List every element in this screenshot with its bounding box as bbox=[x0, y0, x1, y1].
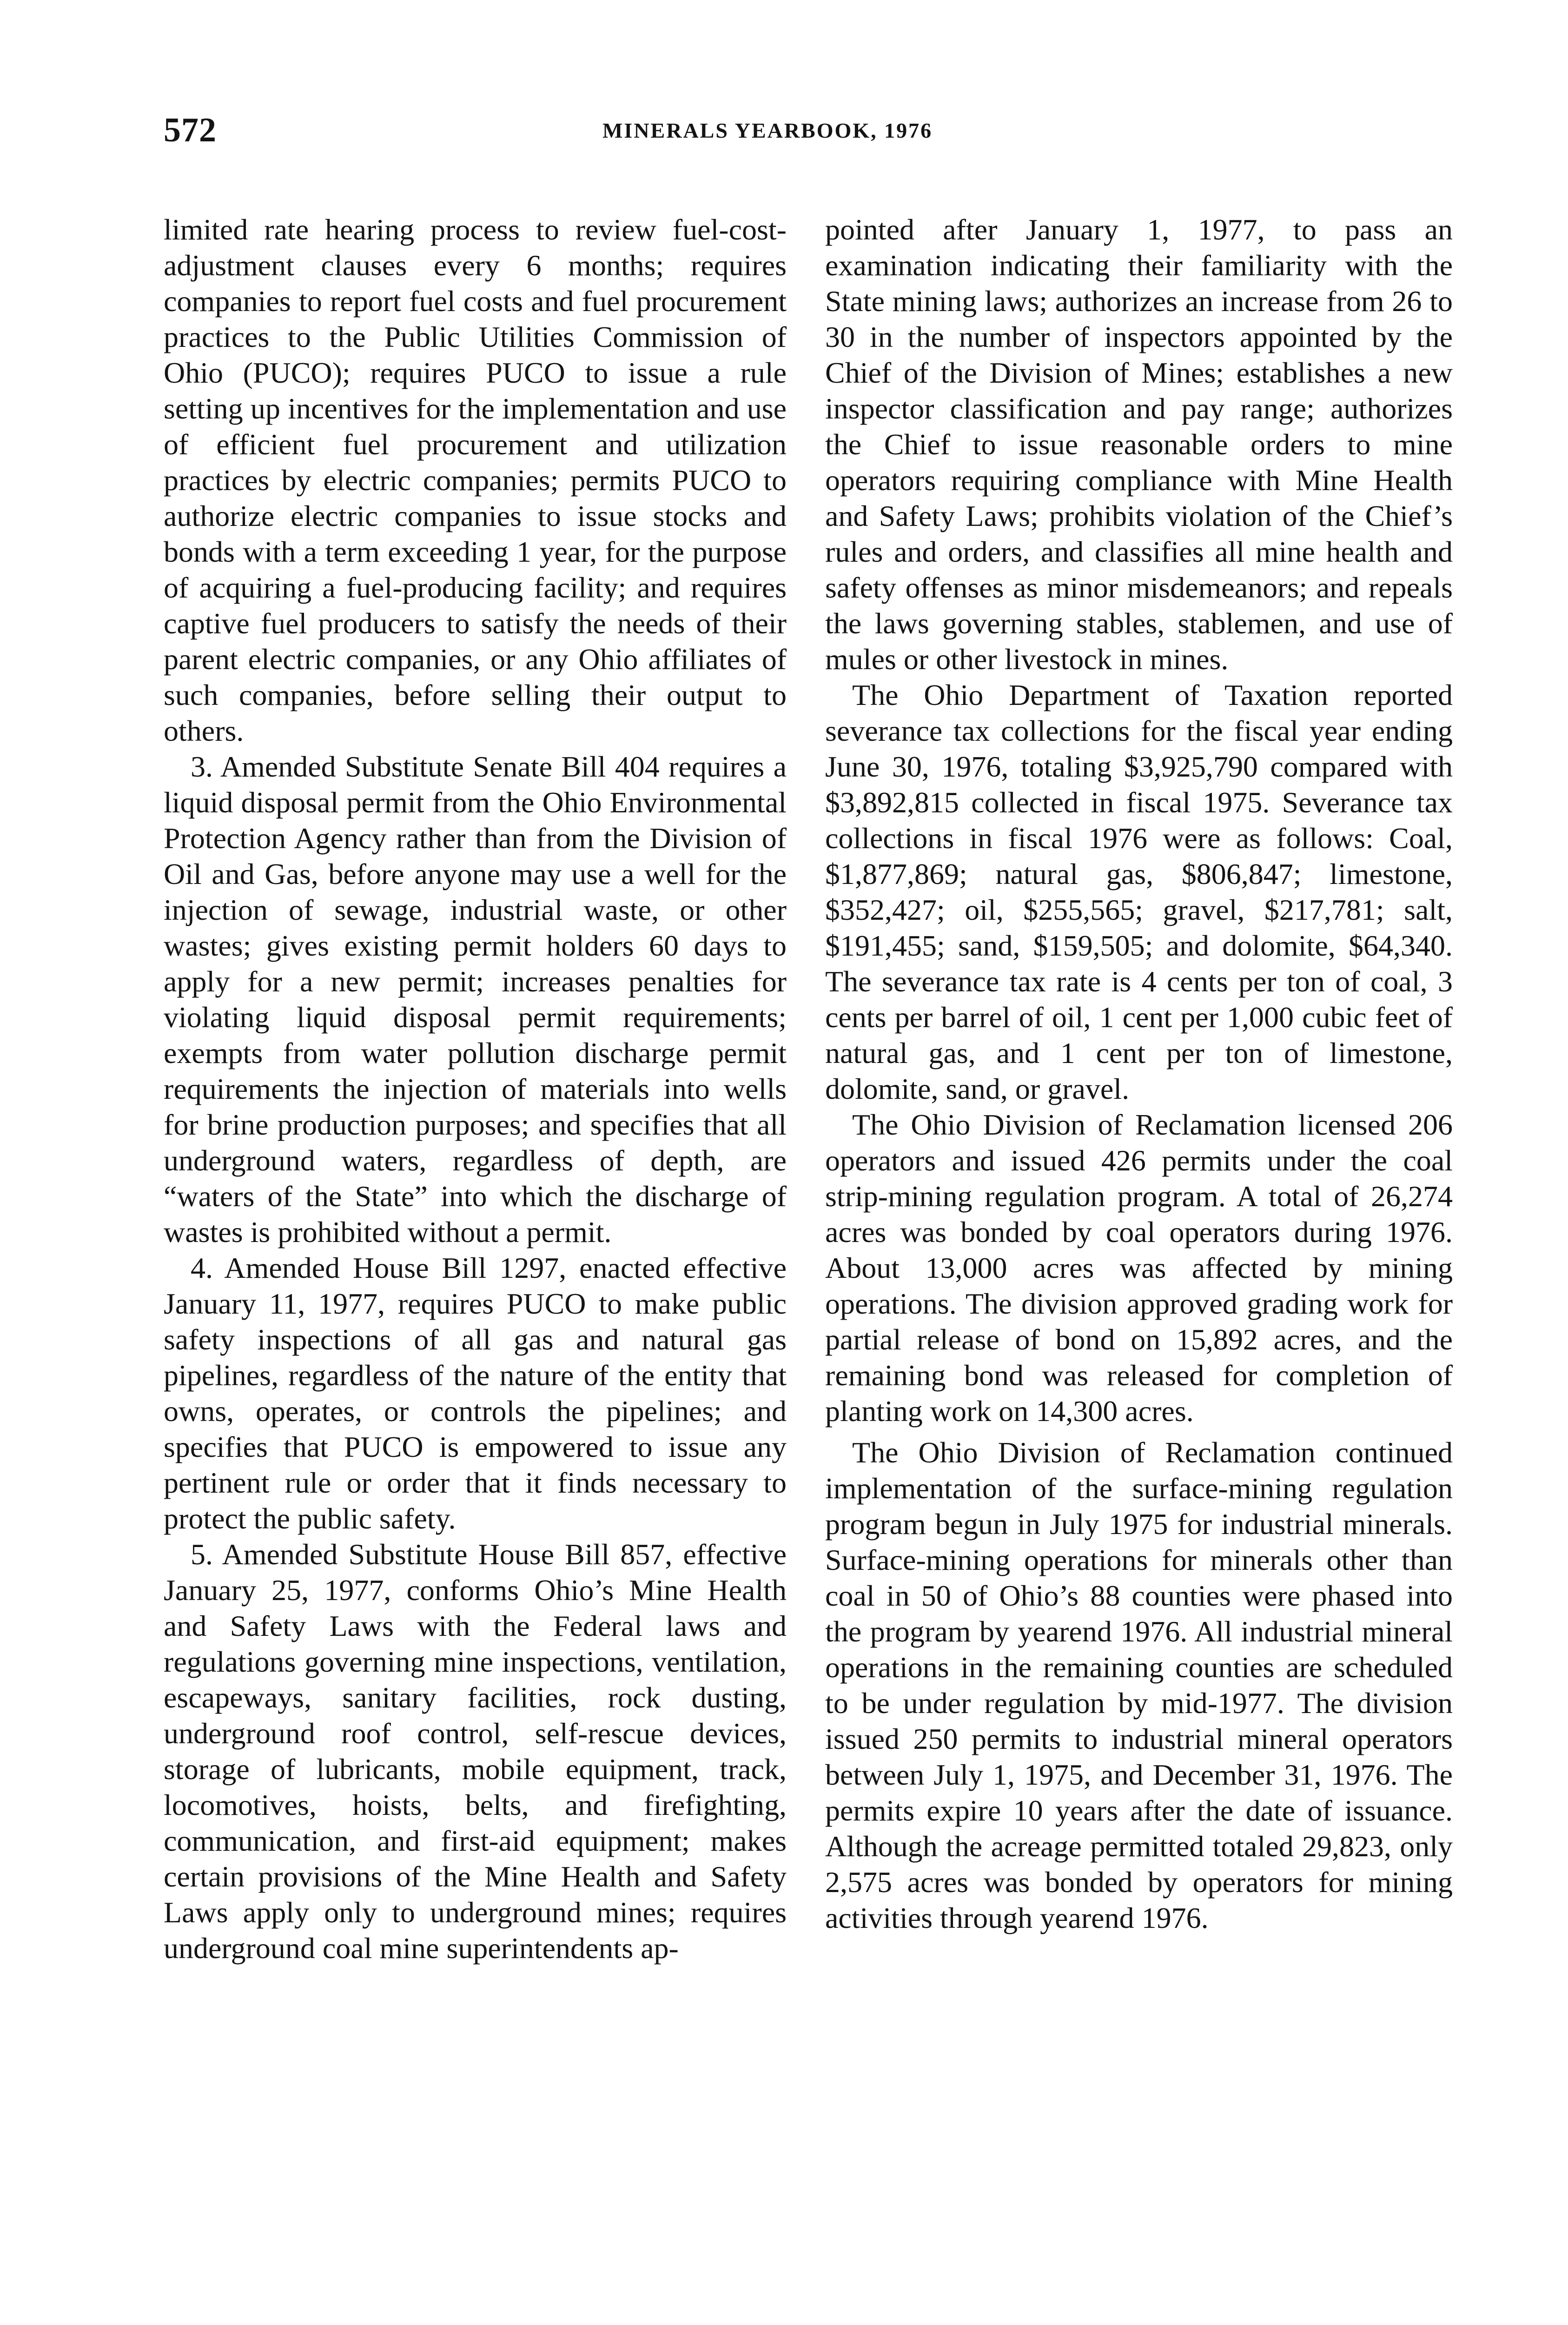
paragraph: The Ohio Division of Reclamation continued implementation of the surface-mining regulation program begun in July 1975 for industrial minerals. Surface-mining operations for minerals other than coal in 50 of Ohio’s 88 counties were phased into the program by yearend 1976. All industrial mineral operations in the remaining counties are scheduled to be under regulation by mid-1977. The division issued 250 permits to industrial mineral operators between July 1, 1975, and December 31, 1976. The permits expire 10 years after the date of issuance. Although the acreage permitted totaled 29,823, only 2,575 acres was bonded by operators for mining activities through yearend 1976. bbox=[825, 1436, 1453, 1934]
paragraph: The Ohio Department of Taxation reported severance tax collections for the fiscal year ending June 30, 1976, totaling $3,925,790 compared with $3,892,815 collected in fiscal 1975. Severance tax collections in fiscal 1976 were as follows: Coal, $1,877,869; natural gas, $806,847; limestone, $352,427; oil, $255,565; gravel, $217,781; salt, $191,455; sand, $159,505; and dolomite, $64,340. The severance tax rate is 4 cents per ton of coal, 3 cents per barrel of oil, 1 cent per 1,000 cubic feet of natural gas, and 1 cent per ton of limestone, dolomite, sand, or gravel. bbox=[825, 678, 1453, 1105]
left-column bbox=[164, 212, 787, 1966]
paragraph: The Ohio Division of Reclamation licensed 206 operators and issued 426 permits under the coal strip-mining regulation program. A total of 26,274 acres was bonded by coal operators during 1976. About 13,000 acres was affected by mining operations. The division approved grading work for partial release of bond on 15,892 acres, and the remaining bond was released for completion of planting work on 14,300 acres. bbox=[825, 1108, 1453, 1428]
paragraph: 4. Amended House Bill 1297, enacted effective January 11, 1977, requires PUCO to make public safety inspections of all gas and natural gas pipelines, regardless of the nature of the entity that owns, operates, or controls the pipelines; and specifies that PUCO is empowered to issue any pertinent rule or order that it finds necessary to protect the public safety. bbox=[164, 1251, 787, 1535]
page-number: 572 bbox=[164, 111, 217, 149]
running-title: MINERALS YEARBOOK, 1976 bbox=[602, 119, 933, 142]
paragraph: pointed after January 1, 1977, to pass an examination indicating their familiarity with the State mining laws; authorizes an increase from 26 to 30 in the number of inspectors appointed by the Chief of the Division of Mines; establishes a new inspector classification and pay range; authorizes the Chief to issue reasonable orders to mine operators requiring compliance with Mine Health and Safety Laws; prohibits violation of the Chief’s rules and orders, and classifies all mine health and safety offenses as minor misdemeanors; and repeals the laws governing stables, stablemen, and use of mules or other livestock in mines. bbox=[825, 213, 1453, 676]
paragraph: 3. Amended Substitute Senate Bill 404 requires a liquid disposal permit from the Ohio Environmental Protection Agency rather than from the Division of Oil and Gas, before anyone may use a well for the injection of sewage, industrial waste, or other wastes; gives existing permit holders 60 days to apply for a new permit; increases penalties for violating liquid disposal permit requirements; exempts from water pollution discharge permit requirements the injection of materials into wells for brine production purposes; and specifies that all underground waters, regardless of depth, are “waters of the State” into which the discharge of wastes is prohibited without a permit. bbox=[164, 750, 787, 1249]
right-column bbox=[825, 212, 1453, 1936]
paragraph: 5. Amended Substitute House Bill 857, effective January 25, 1977, conforms Ohio’s Mine Health and Safety Laws with the Federal laws and regulations governing mine inspections, ventilation, escapeways, sanitary facilities, rock dusting, underground roof control, self-rescue devices, storage of lubricants, mobile equipment, track, locomotives, hoists, belts, and firefighting, communication, and first-aid equipment; makes certain provisions of the Mine Health and Safety Laws apply only to underground mines; requires underground coal mine superintendents ap- bbox=[164, 1538, 787, 1965]
paragraph: limited rate hearing process to review fuel-cost-adjustment clauses every 6 months; requires companies to report fuel costs and fuel procurement practices to the Public Utilities Commission of Ohio (PUCO); requires PUCO to issue a rule setting up incentives for the implementation and use of efficient fuel procurement and utilization practices by electric companies; permits PUCO to authorize electric companies to issue stocks and bonds with a term exceeding 1 year, for the purpose of acquiring a fuel-producing facility; and requires captive fuel producers to satisfy the needs of their parent electric companies, or any Ohio affiliates of such companies, before selling their output to others. bbox=[164, 213, 787, 747]
